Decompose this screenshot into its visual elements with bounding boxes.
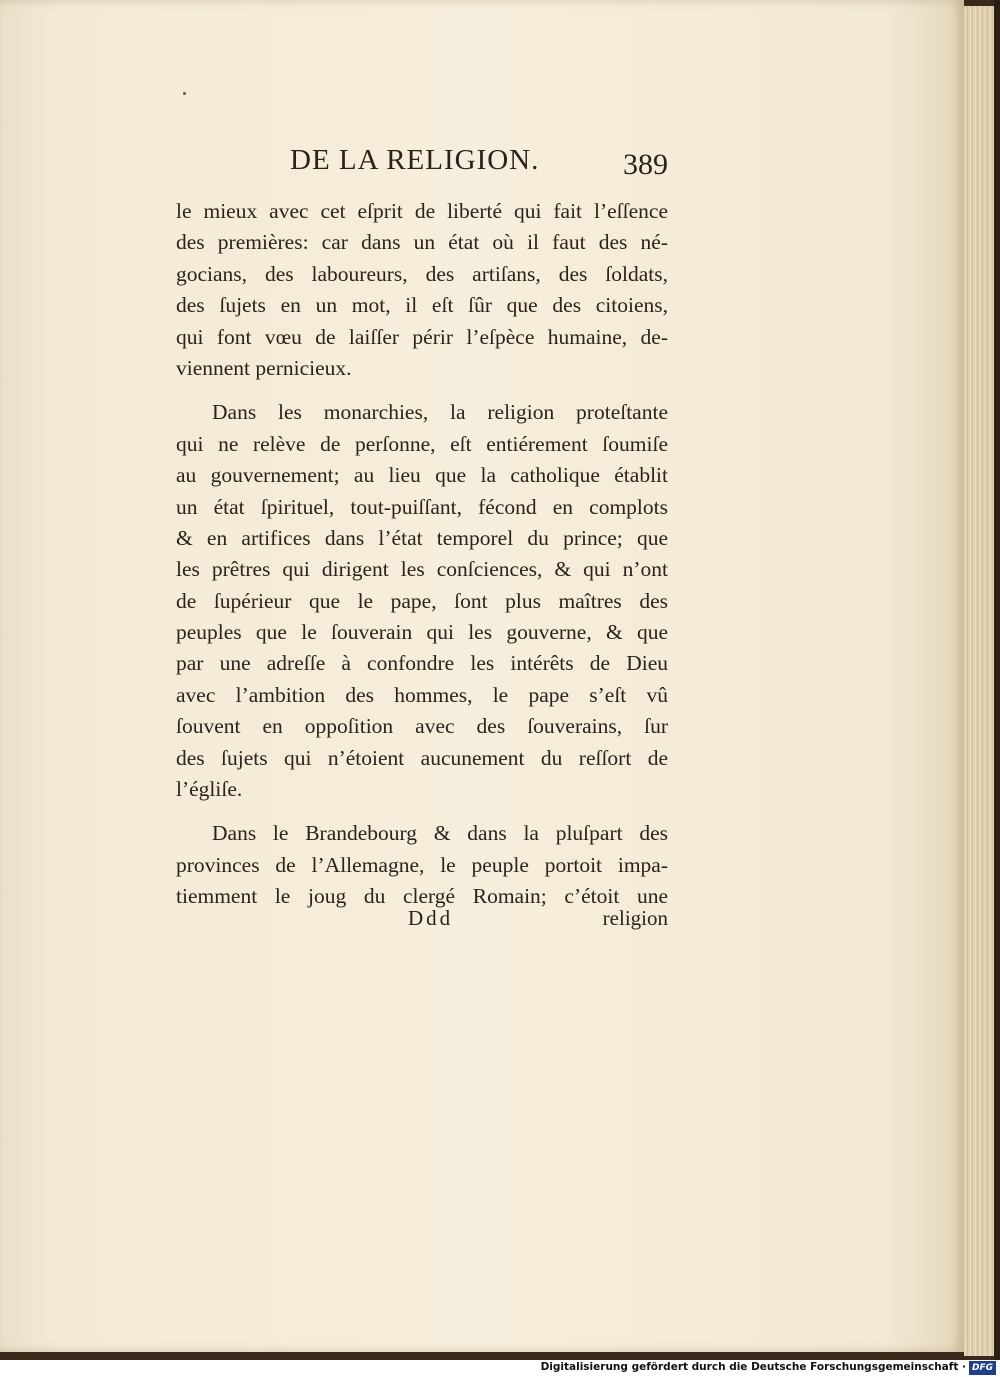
paragraph xyxy=(176,196,668,384)
text-line: l’égliſe. xyxy=(176,777,243,802)
credit-text: Digitalisierung gefördert durch die Deutsche Forschungsgemeinschaft · xyxy=(540,1361,966,1373)
paragraph-gap xyxy=(176,384,668,397)
book-cover-edge xyxy=(994,0,1000,1360)
text-line: gocians, des laboureurs, des artiſans, des ſoldats, xyxy=(176,261,668,286)
running-title: DE LA RELIGION. xyxy=(290,144,540,176)
dfg-logo-icon: DFG xyxy=(969,1361,996,1375)
text-line: le mieux avec cet eſprit de liberté qui fait l’eſſence xyxy=(176,199,668,223)
text-line: & en artifices dans l’état temporel du prince; que xyxy=(176,525,668,550)
text-line: les prêtres qui dirigent les conſciences, & qui n’ont xyxy=(176,557,668,582)
text-line: de ſupérieur que le pape, ſont plus maîtres des xyxy=(176,588,668,613)
body-text xyxy=(176,196,668,913)
catchword: religion xyxy=(602,906,668,930)
text-line: provinces de l’Allemagne, le peuple portoit impa- xyxy=(176,852,668,877)
text-line: des premières: car dans un état où il faut des né- xyxy=(176,230,668,255)
running-header xyxy=(176,144,668,184)
text-line: des ſujets en un mot, il eſt ſûr que des citoiens, xyxy=(176,293,668,318)
text-line: un état ſpirituel, tout-puiſſant, fécond en complots xyxy=(176,494,668,519)
paragraph xyxy=(176,818,668,912)
text-line: viennent pernicieux. xyxy=(176,355,352,380)
text-line: par une adreſſe à confondre les intérêts de Dieu xyxy=(176,651,668,676)
text-line: Dans le Brandebourg & dans la pluſpart des xyxy=(212,821,668,846)
text-line: Dans les monarchies, la religion proteſtante xyxy=(212,400,668,425)
text-line: des ſujets qui n’étoient aucunement du reſſort de xyxy=(176,745,668,770)
text-line: au gouvernement; au lieu que la catholique établit xyxy=(176,463,668,488)
ink-speck xyxy=(183,92,186,95)
text-line: peuples que le ſouverain qui les gouverne, & que xyxy=(176,620,668,645)
text-line: qui ne relève de perſonne, eſt entiérement ſoumiſe xyxy=(176,431,668,456)
text-line: tiemment le joug du clergé Romain; c’étoit une xyxy=(176,884,668,909)
page-stack-edge xyxy=(964,6,994,1356)
paragraph-gap xyxy=(176,805,668,818)
page-footer xyxy=(176,902,668,938)
text-line: avec l’ambition des hommes, le pape s’eſt vû xyxy=(176,682,668,707)
signature-mark: Ddd xyxy=(408,906,454,930)
page-number: 389 xyxy=(623,148,668,181)
credit-bar xyxy=(0,1360,1000,1377)
paragraph xyxy=(176,397,668,805)
text-line: qui font vœu de laiſſer périr l’eſpèce humaine, de- xyxy=(176,324,668,349)
text-line: ſouvent en oppoſition avec des ſouverains, ſur xyxy=(176,714,668,739)
